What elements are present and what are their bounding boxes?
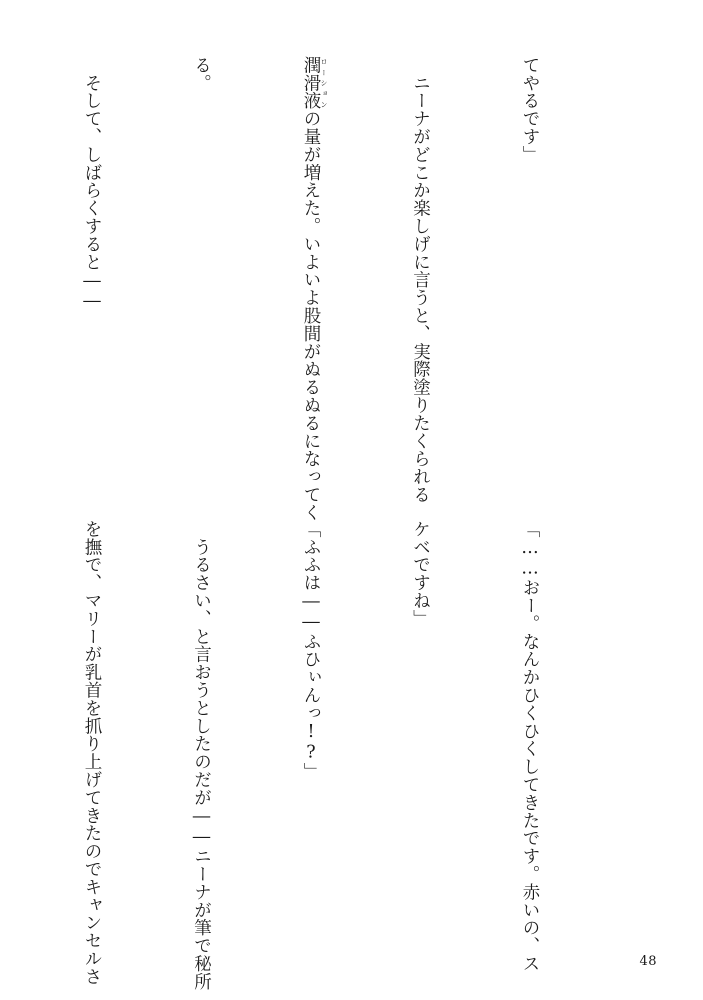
text-line: ケベですね」 — [410, 520, 431, 628]
ruby-lubricant: 潤滑液 ローション — [301, 56, 328, 110]
text-line: うるさい、と言おうとしたのだが――ニーナが筆で秘所 — [191, 520, 212, 991]
bottom-text-block — [76, 520, 621, 991]
page-number: 48 — [639, 954, 657, 969]
text-line — [293, 56, 330, 522]
text-line: ニーナがどこか楽しげに言うと、実際塗りたくられる — [410, 56, 431, 504]
top-text-block — [76, 56, 621, 522]
text-line-rest: の量が増えた。いよいよ股間がぬるぬるになってく — [301, 109, 321, 522]
text-line: 「……おー。なんかひくひくしてきたです。赤いの、ス — [520, 520, 540, 973]
text-line — [0, 56, 1, 461]
text-line: る。 — [191, 56, 212, 92]
text-line — [0, 520, 1, 925]
text-line: そして、しばらくすると―― — [82, 56, 102, 312]
text-line: を撫で、マリーが乳首を抓り上げてきたのでキャンセルさ — [82, 520, 102, 986]
text-line: てやるです」 — [520, 56, 540, 164]
text-line: 「ふふは――ふひぃんっ!?」 — [301, 520, 321, 781]
ruby-word-lubricant — [301, 56, 328, 110]
